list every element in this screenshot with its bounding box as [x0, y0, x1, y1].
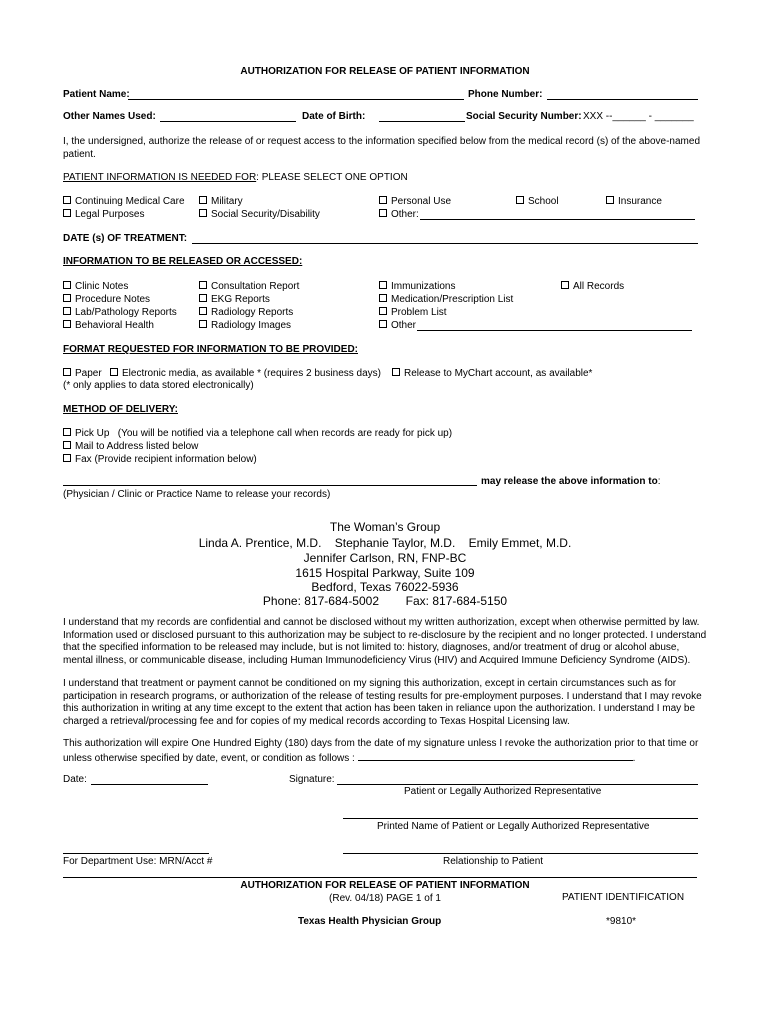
checkbox[interactable] — [110, 368, 118, 376]
format-mychart-option[interactable] — [392, 368, 592, 380]
checkbox[interactable] — [379, 281, 387, 289]
release-from-caption: (Physician / Clinic or Practice Name to release your records) — [63, 489, 331, 500]
recipient-city: Bedford, Texas 76022-5936 — [311, 580, 459, 594]
recipient-np: Jennifer Carlson, RN, FNP-BC — [303, 551, 467, 565]
checkbox[interactable] — [63, 428, 71, 436]
checkbox[interactable] — [199, 320, 207, 328]
patient-id-label: PATIENT IDENTIFICATION — [562, 892, 685, 903]
relationship-field[interactable] — [343, 853, 698, 854]
option-insurance[interactable] — [606, 196, 662, 208]
patient-name-label: Patient Name: — [63, 89, 130, 100]
signature-label: Signature: — [289, 774, 335, 785]
option-social-security[interactable] — [199, 209, 320, 221]
checkbox[interactable] — [63, 294, 71, 302]
option-continuing-care[interactable] — [63, 196, 185, 208]
option-label: Fax (Provide recipient information below) — [75, 454, 257, 465]
ssn-field[interactable]: XXX --______ - _______ — [583, 111, 694, 122]
dob-field[interactable] — [379, 121, 465, 122]
relationship-caption: Relationship to Patient — [443, 856, 544, 867]
format-note: (* only applies to data stored electronically) — [63, 380, 254, 391]
option-military[interactable] — [199, 196, 243, 208]
footer-divider — [63, 877, 697, 878]
checkbox[interactable] — [63, 209, 71, 217]
legal-paragraph-3: This authorization will expire One Hundred Eighty (180) days from the date of my signature unless I revoke the authorization prior to that time or unless otherwise specified by date, event, or condition as follows : . — [63, 738, 699, 764]
option-label: Mail to Address listed below — [75, 441, 199, 452]
checkbox[interactable] — [379, 320, 387, 328]
expiration-condition-field[interactable] — [358, 751, 633, 761]
dob-label: Date of Birth: — [302, 111, 366, 122]
option-label: Radiology Images — [211, 320, 292, 331]
option-label: Electronic media, as available * (requires 2 business days) — [122, 368, 382, 379]
option-label: Paper — [75, 368, 102, 379]
patient-rep-caption: Patient or Legally Authorized Representative — [404, 786, 602, 797]
recipient-phone-fax: Phone: 817-684-5002 Fax: 817-684-5150 — [262, 594, 508, 608]
checkbox[interactable] — [516, 196, 524, 204]
option-label: Clinic Notes — [75, 281, 129, 292]
checkbox[interactable] — [63, 320, 71, 328]
info-lab-reports[interactable] — [63, 307, 177, 319]
dept-use-label: For Department Use: MRN/Acct # — [63, 856, 213, 867]
checkbox[interactable] — [199, 281, 207, 289]
checkbox[interactable] — [199, 294, 207, 302]
footer-rev: (Rev. 04/18) PAGE 1 of 1 — [329, 893, 441, 904]
info-clinic-notes[interactable] — [63, 281, 128, 293]
option-label: Release to MyChart account, as available* — [404, 368, 593, 379]
option-label: Other: — [391, 209, 419, 220]
date-field[interactable] — [91, 784, 208, 785]
option-school[interactable] — [516, 196, 559, 208]
phone-field[interactable] — [547, 99, 698, 100]
checkbox[interactable] — [63, 368, 71, 376]
form-title: AUTHORIZATION FOR RELEASE OF PATIENT INFORMATION — [240, 66, 530, 77]
date-label: Date: — [63, 774, 87, 785]
info-behavioral-health[interactable] — [63, 320, 154, 332]
option-label: Insurance — [618, 196, 662, 207]
checkbox[interactable] — [199, 307, 207, 315]
option-label: All Records — [573, 281, 625, 292]
checkbox[interactable] — [379, 294, 387, 302]
other-names-field[interactable] — [160, 121, 296, 122]
recipient-name: The Woman’s Group — [329, 520, 441, 534]
checkbox[interactable] — [63, 441, 71, 449]
option-label: Military — [211, 196, 243, 207]
checkbox[interactable] — [63, 281, 71, 289]
footer-title: AUTHORIZATION FOR RELEASE OF PATIENT INFORMATION — [240, 880, 530, 891]
option-label: Radiology Reports — [211, 307, 294, 318]
checkbox[interactable] — [63, 454, 71, 462]
other-purpose-field[interactable] — [420, 219, 695, 220]
checkbox[interactable] — [392, 368, 400, 376]
option-legal[interactable] — [63, 209, 145, 221]
option-label: Problem List — [391, 307, 447, 318]
needed-for-instruction: : PLEASE SELECT ONE OPTION — [256, 172, 408, 183]
ssn-label: Social Security Number: — [466, 111, 582, 122]
option-other[interactable] — [379, 209, 419, 221]
footer-org: Texas Health Physician Group — [298, 916, 442, 927]
format-paper-option[interactable] — [63, 368, 102, 380]
info-medication-list[interactable] — [379, 294, 513, 306]
option-label: Lab/Pathology Reports — [75, 307, 177, 318]
info-radiology-images[interactable] — [199, 320, 291, 332]
option-label: Medication/Prescription List — [391, 294, 514, 305]
printed-name-caption: Printed Name of Patient or Legally Authorized Representative — [377, 821, 650, 832]
mrn-field[interactable] — [63, 853, 209, 854]
needed-for-heading-text: PATIENT INFORMATION IS NEEDED FOR — [63, 172, 257, 183]
legal-paragraph-1: I understand that my records are confidential and cannot be disclosed without my written authorization, except when otherwise permitted by law. Information used or disclosed pursuant to this authorization may be subject to re-disclosure by the recipient and no longer protected. I understand that the specified information to be released may include, but is not limited to: history, diagnoses, and/or treatment of drug or alcohol abuse, mental illness, or communicable disease, including Human Immunodeficiency Virus (HIV) and Acquired Immune Deficiency Syndrome (AIDS). — [63, 617, 707, 666]
option-label: Other — [391, 320, 417, 331]
delivery-heading: METHOD OF DELIVERY: — [63, 404, 178, 415]
checkbox[interactable] — [63, 196, 71, 204]
checkbox[interactable] — [561, 281, 569, 289]
info-consultation-report[interactable] — [199, 281, 299, 293]
dates-field[interactable] — [192, 243, 698, 244]
release-to-text — [481, 476, 661, 488]
info-problem-list[interactable] — [379, 307, 447, 319]
option-label: EKG Reports — [211, 294, 270, 305]
release-to-colon: : — [657, 476, 661, 487]
option-label: Immunizations — [391, 281, 456, 292]
info-heading: INFORMATION TO BE RELEASED OR ACCESSED: — [63, 256, 303, 267]
recipient-street: 1615 Hospital Parkway, Suite 109 — [295, 566, 475, 580]
option-personal-use[interactable] — [379, 196, 451, 208]
info-other[interactable] — [379, 320, 416, 332]
phone-label: Phone Number: — [468, 89, 543, 100]
printed-name-field[interactable] — [343, 818, 698, 819]
other-names-label: Other Names Used: — [63, 111, 156, 122]
checkbox[interactable] — [379, 209, 387, 217]
info-other-field[interactable] — [417, 330, 692, 331]
delivery-pickup[interactable] — [63, 428, 452, 440]
legal-paragraph-2: I understand that treatment or payment cannot be conditioned on my signing this authorization, except in certain circumstances such as for participation in research programs, or authorization of the release of testing results for pre-employment purposes. I understand that I may revoke this authorization in writing at any time except to the extent that action has been taken in reliance upon the authorization. I understand I may be charged a retrieval/processing fee and for copies of my medical records according to Texas Hospital Licensing law. — [63, 678, 702, 727]
checkbox[interactable] — [63, 307, 71, 315]
info-immunizations[interactable] — [379, 281, 455, 293]
format-heading: FORMAT REQUESTED FOR INFORMATION TO BE PROVIDED: — [63, 344, 358, 355]
checkbox[interactable] — [199, 209, 207, 217]
info-ekg-reports[interactable] — [199, 294, 270, 306]
intro-text: I, the undersigned, authorize the release of or request access to the information specified below from the medical record (s) of the above-named patient. — [63, 136, 701, 160]
checkbox[interactable] — [606, 196, 614, 204]
delivery-fax[interactable] — [63, 454, 257, 466]
option-label: Personal Use — [391, 196, 452, 207]
checkbox[interactable] — [199, 196, 207, 204]
info-procedure-notes[interactable] — [63, 294, 150, 306]
info-radiology-reports[interactable] — [199, 307, 293, 319]
option-label: Consultation Report — [211, 281, 300, 292]
signature-field[interactable] — [337, 784, 698, 785]
form-code: *9810* — [606, 916, 637, 927]
option-label: Behavioral Health — [75, 320, 154, 331]
dates-label: DATE (s) OF TREATMENT: — [63, 233, 188, 244]
needed-for-heading — [63, 172, 408, 184]
release-to-label: may release the above information to — [481, 476, 658, 487]
release-from-field[interactable] — [63, 485, 477, 486]
option-label: Legal Purposes — [75, 209, 145, 220]
expiration-text: This authorization will expire One Hundred Eighty (180) days from the date of my signature unless I revoke the authorization prior to that time or unless otherwise specified by date, event, or condition as follows : — [63, 738, 699, 764]
patient-name-field[interactable] — [128, 99, 464, 100]
option-label: Continuing Medical Care — [75, 196, 185, 207]
option-label: Social Security/Disability — [211, 209, 320, 220]
checkbox[interactable] — [379, 307, 387, 315]
option-label: School — [528, 196, 559, 207]
delivery-mail[interactable] — [63, 441, 198, 453]
option-label: Pick Up (You will be notified via a telephone call when records are ready for pick up) — [75, 428, 453, 439]
checkbox[interactable] — [379, 196, 387, 204]
info-all-records[interactable] — [561, 281, 624, 293]
format-electronic-option[interactable] — [110, 368, 381, 380]
option-label: Procedure Notes — [75, 294, 151, 305]
recipient-doctors: Linda A. Prentice, M.D. Stephanie Taylor, M.D. Emily Emmet, M.D. — [198, 536, 572, 550]
